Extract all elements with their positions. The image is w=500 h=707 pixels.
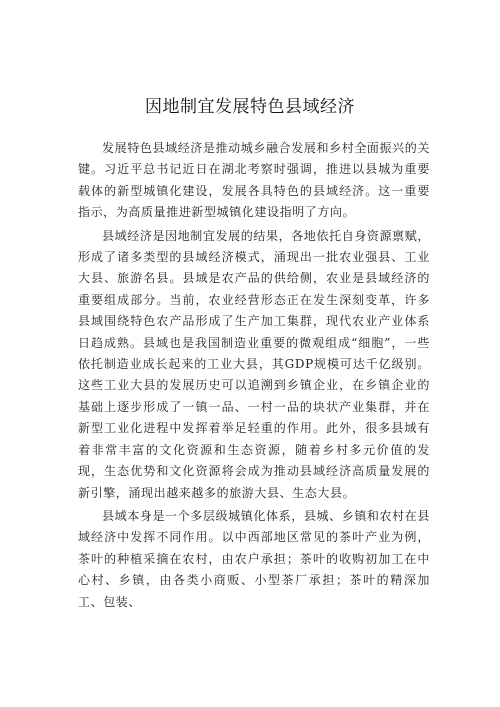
document-body (78, 138, 430, 615)
paragraph-2: 县域经济是因地制宜发展的结果，各地依托自身资源禀赋，形成了诸多类型的县域经济模式，涌现出一批农业强县、工业大县、旅游名县。县域是农产品的供给侧，农业是县域经济的重要组成部分。当前，农业经营形态正在发生深刻变革，许多县域围绕特色农产品形成了生产加工集群，现代农业产业体系日趋成熟。县域也是我国制造业重要的微观组成“细胞”，一些依托制造业成长起来的工业大县，其GDP规模可达千亿级别。这些工业大县的发展历史可以追溯到乡镇企业，在乡镇企业的基础上逐步形成了一镇一品、一村一品的块状产业集群，并在新型工业化进程中发挥着举足轻重的作用。此外，很多县域有着非常丰富的文化资源和生态资源，随着乡村多元价值的发现，生态优势和文化资源将会成为推动县域经济高质量发展的新引擎，涌现出越来越多的旅游大县、生态大县。 (78, 228, 430, 500)
paragraph-1: 发展特色县域经济是推动城乡融合发展和乡村全面振兴的关键。习近平总书记近日在湖北考察时强调，推进以县城为重要载体的新型城镇化建设，发展各具特色的县域经济。这一重要指示，为高质量推进新型城镇化建设指明了方向。 (78, 141, 430, 220)
document-title: 因地制宜发展特色县域经济 (145, 97, 355, 117)
paragraph-3: 县域本身是一个多层级城镇化体系，县城、乡镇和农村在县域经济中发挥不同作用。以中西部地区常见的茶叶产业为例，茶叶的种植采摘在农村，由农户承担；茶叶的收购初加工在中心村、乡镇，由各类小商贩、小型茶厂承担；茶叶的精深加工、包装、 (78, 508, 430, 609)
